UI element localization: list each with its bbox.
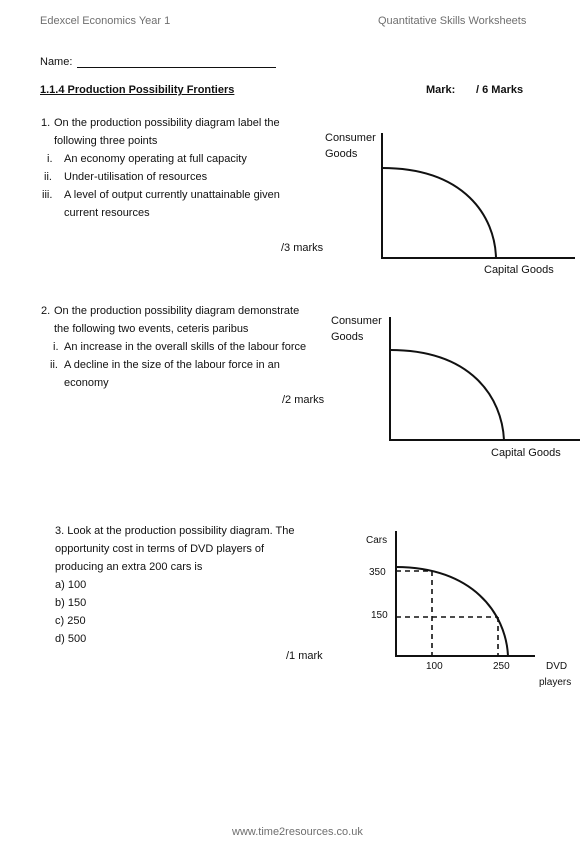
q2-number: 2. xyxy=(41,305,51,317)
q3-option-c[interactable]: c) 250 xyxy=(55,615,86,627)
q2-line1: On the production possibility diagram demonstrate xyxy=(54,305,300,317)
mark-total: / 6 Marks xyxy=(476,84,524,96)
q3-x-label-2: players xyxy=(539,677,572,688)
q1-ppf-diagram[interactable] xyxy=(370,125,580,265)
q2-y-label-2: Goods xyxy=(331,331,364,343)
q2-item1-text: An increase in the overall skills of the labour force xyxy=(64,341,307,353)
q3-ppf-diagram[interactable] xyxy=(380,528,540,660)
q3-option-a[interactable]: a) 100 xyxy=(55,579,87,591)
q3-x-label-1: DVD xyxy=(546,661,568,672)
footer-url: www.time2resources.co.uk xyxy=(232,826,363,838)
q2-x-label: Capital Goods xyxy=(491,447,561,459)
q2-marks: /2 marks xyxy=(282,394,325,406)
q1-item2-num: ii. xyxy=(44,171,52,183)
q2-y-label-1: Consumer xyxy=(331,315,382,327)
mark-label: Mark: xyxy=(426,84,456,96)
q1-y-label-1: Consumer xyxy=(325,132,376,144)
q3-option-b[interactable]: b) 150 xyxy=(55,597,87,609)
q3-line2: opportunity cost in terms of DVD players of xyxy=(55,543,265,555)
q3-ppf-curve xyxy=(396,567,508,656)
q2-item2-num: ii. xyxy=(50,359,58,371)
q1-ppf-curve xyxy=(382,168,496,258)
q2-ppf-curve xyxy=(390,350,504,440)
q1-item3-cont: current resources xyxy=(64,207,150,219)
header-right: Quantitative Skills Worksheets xyxy=(378,15,527,27)
q1-item1-num: i. xyxy=(47,153,53,165)
header-left: Edexcel Economics Year 1 xyxy=(40,15,171,27)
q3-y-tick-150: 150 xyxy=(371,610,388,621)
q2-item1-num: i. xyxy=(53,341,59,353)
q3-marks: /1 mark xyxy=(286,650,323,662)
name-label: Name: xyxy=(40,56,73,68)
q1-item3-text: A level of output currently unattainable given xyxy=(64,189,280,201)
q3-line1: 3. Look at the production possibility diagram. The xyxy=(55,525,295,537)
q1-y-label-2: Goods xyxy=(325,148,358,160)
q3-x-tick-100: 100 xyxy=(426,661,443,672)
q1-line2: following three points xyxy=(54,135,158,147)
q1-item2-text: Under-utilisation of resources xyxy=(64,171,208,183)
name-field[interactable] xyxy=(77,67,276,68)
q3-line3: producing an extra 200 cars is xyxy=(55,561,203,573)
q2-line2: the following two events, ceteris paribus xyxy=(54,323,249,335)
q2-item2-text: A decline in the size of the labour force in an xyxy=(64,359,280,371)
q1-marks: /3 marks xyxy=(281,242,324,254)
q2-item2-cont: economy xyxy=(64,377,109,389)
q3-y-label: Cars xyxy=(366,535,388,546)
q1-x-label: Capital Goods xyxy=(484,264,554,276)
q1-item1-text: An economy operating at full capacity xyxy=(64,153,247,165)
q3-y-tick-350: 350 xyxy=(369,567,386,578)
section-title: 1.1.4 Production Possibility Frontiers xyxy=(40,84,235,96)
q1-line1: On the production possibility diagram label the xyxy=(54,117,280,129)
q1-number: 1. xyxy=(41,117,51,129)
q1-item3-num: iii. xyxy=(42,189,53,201)
q3-option-d[interactable]: d) 500 xyxy=(55,633,87,645)
q2-ppf-diagram[interactable] xyxy=(378,310,583,448)
q3-x-tick-250: 250 xyxy=(493,661,510,672)
